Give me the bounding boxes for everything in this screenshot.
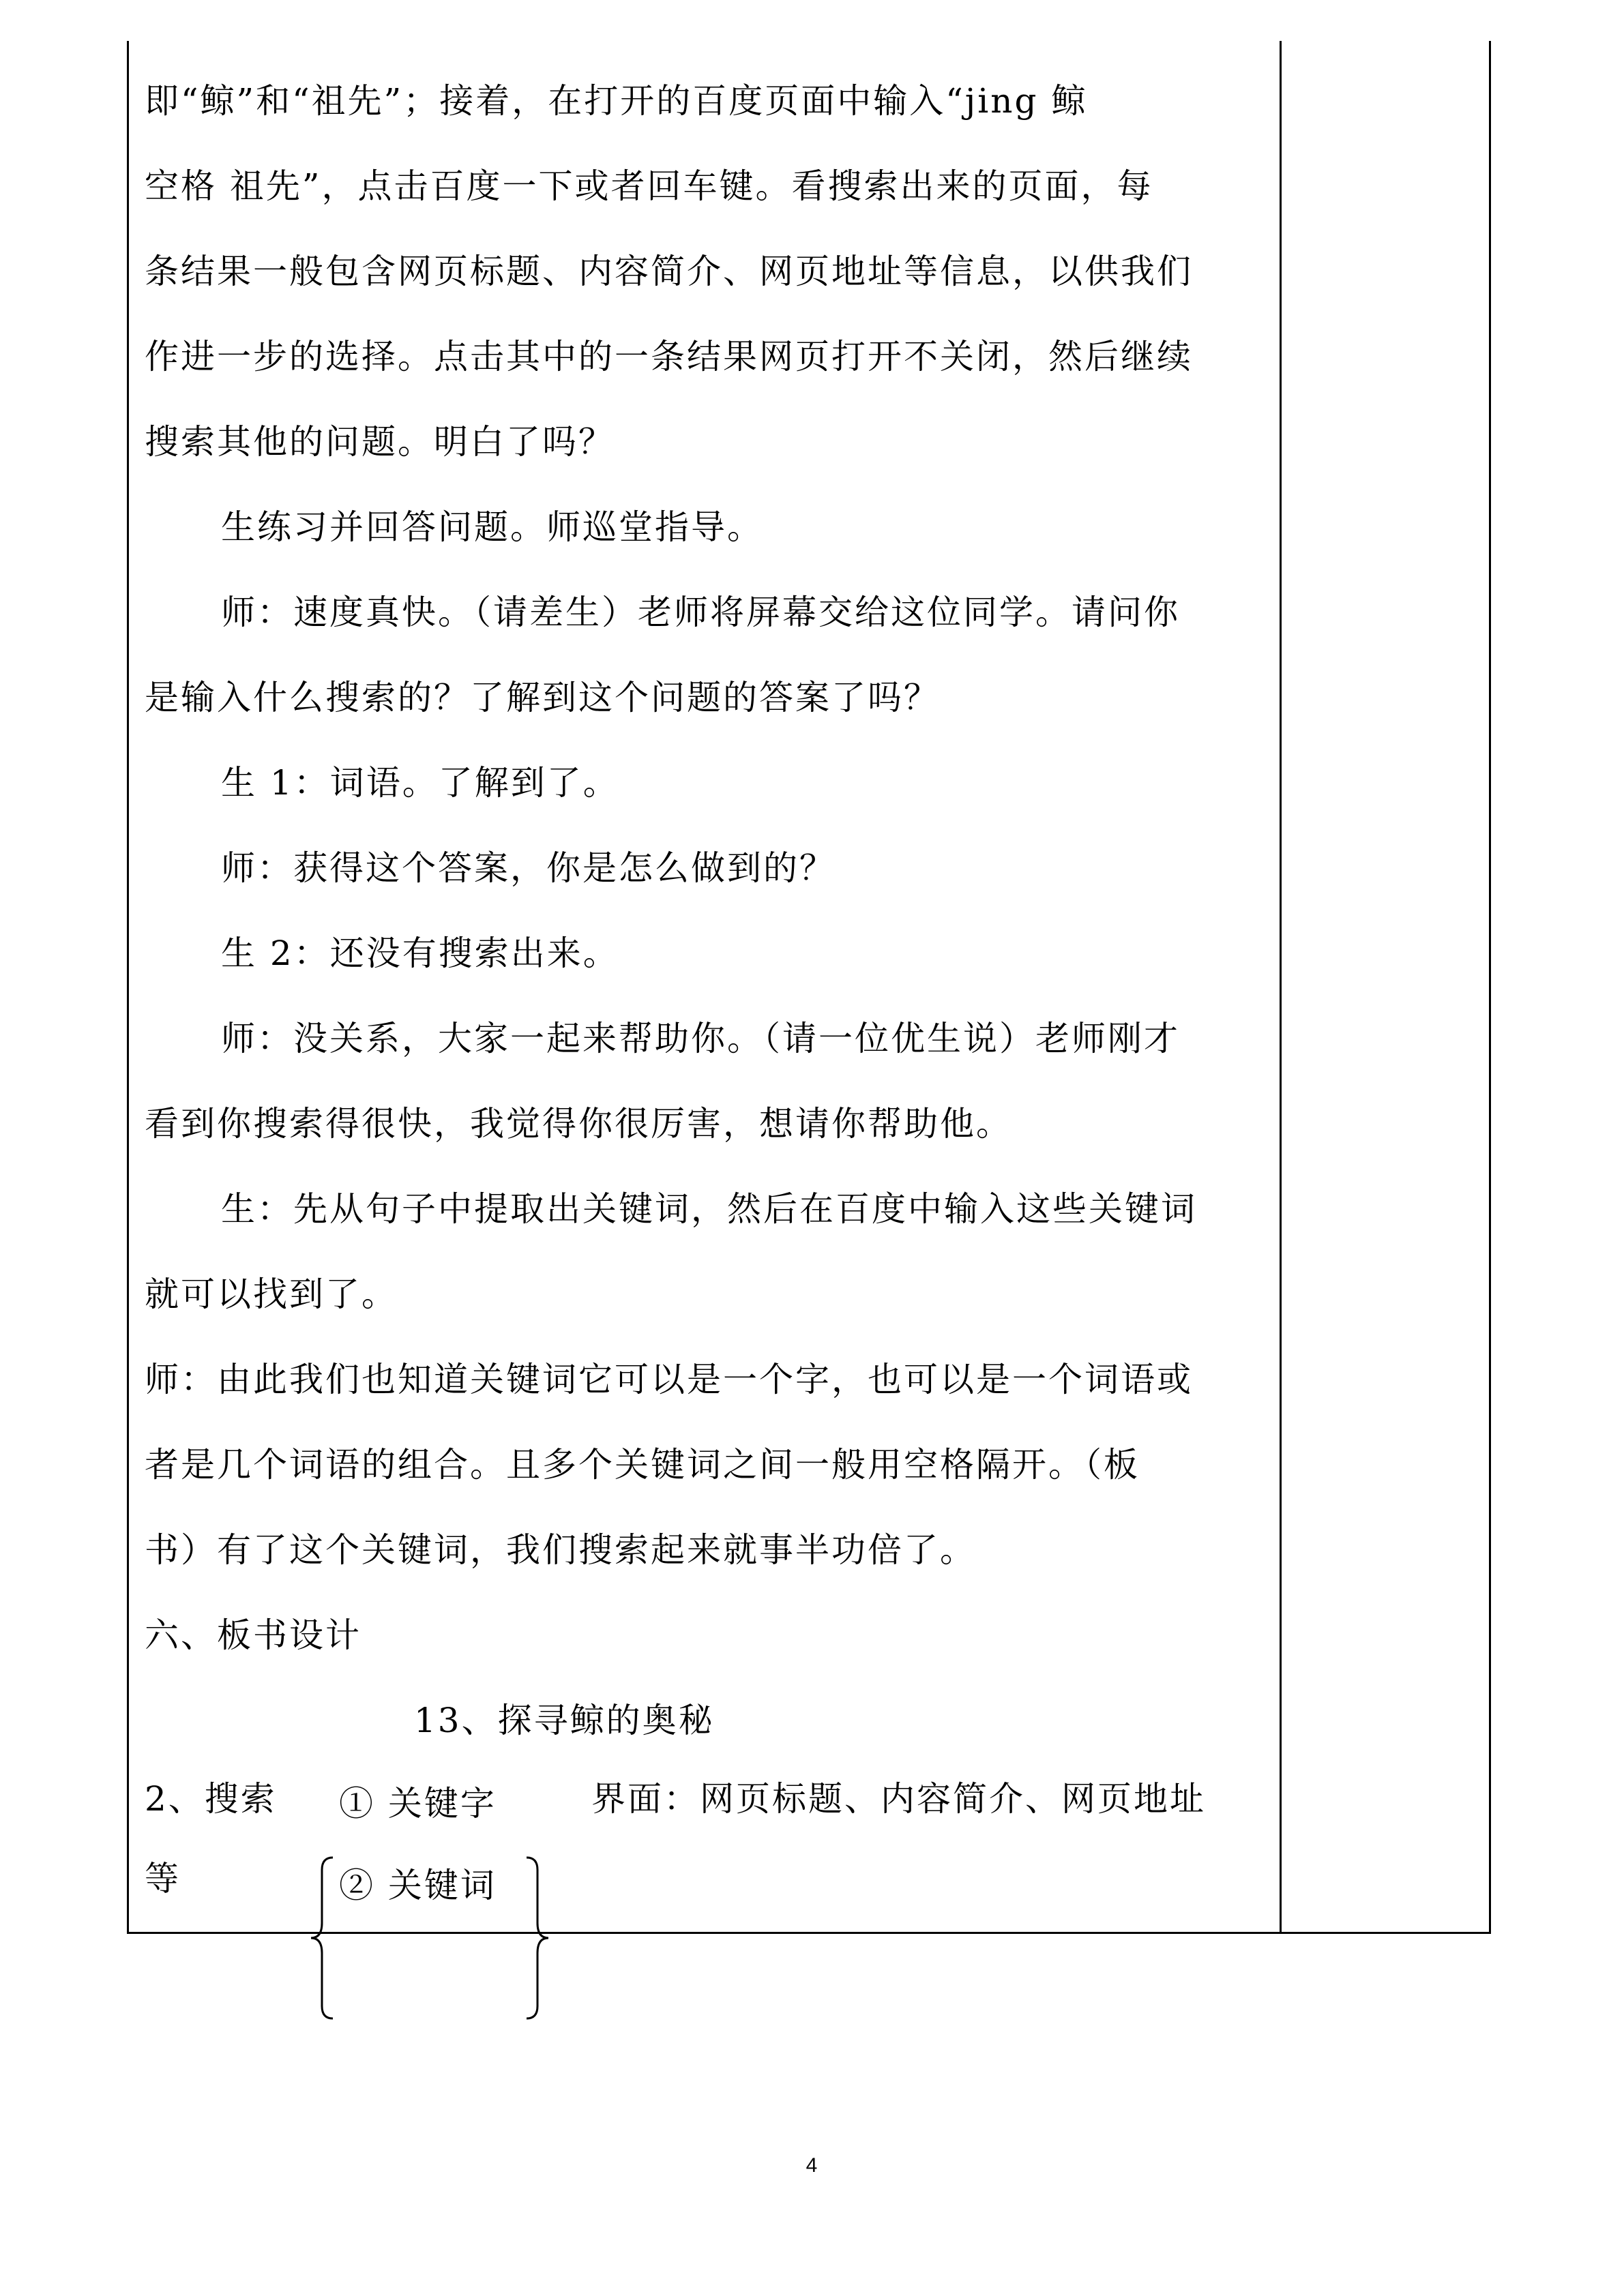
- board-interface-text: 界面：网页标题、内容简介、网页地址: [591, 1779, 1206, 1819]
- text-line: 生 1：词语。了解到了。: [221, 763, 619, 803]
- text-line: 看到你搜索得很快，我觉得你很厉害，想请你帮助他。: [145, 1104, 1012, 1144]
- board-item-keyword-char: ① 关键字: [339, 1784, 497, 1823]
- section-heading: 六、板书设计: [145, 1615, 361, 1655]
- board-title: 13、探寻鲸的奥秘: [414, 1701, 715, 1740]
- text-line: 书）有了这个关键词，我们搜索起来就事半功倍了。: [145, 1530, 976, 1570]
- text-line: 生：先从句子中提取出关键词，然后在百度中输入这些关键词: [221, 1189, 1197, 1229]
- text-line: 即“鲸”和“祖先”；接着，在打开的百度页面中输入“jing 鲸: [145, 81, 1088, 121]
- text-line: 者是几个词语的组合。且多个关键词之间一般用空格隔开。（板: [145, 1445, 1140, 1485]
- text-line: 空格 祖先”，点击百度一下或者回车键。看搜索出来的页面，每: [145, 166, 1153, 206]
- text-line: 生练习并回答问题。师巡堂指导。: [221, 507, 763, 547]
- text-line: 师：速度真快。（请差生）老师将屏幕交给这位同学。请问你: [221, 593, 1180, 632]
- page-number: 4: [806, 2154, 818, 2177]
- right-brace-icon: [524, 1773, 576, 2103]
- table-column-divider: [1280, 41, 1282, 1934]
- text-line: 师：获得这个答案，你是怎么做到的？: [221, 848, 836, 888]
- board-left-label: 2、搜索: [145, 1779, 277, 1819]
- text-line: 是输入什么搜索的？了解到这个问题的答案了吗？: [145, 678, 940, 717]
- text-line: 作进一步的选择。点击其中的一条结果网页打开不关闭，然后继续: [145, 337, 1193, 376]
- text-line: 生 2：还没有搜索出来。: [221, 934, 619, 973]
- board-left-label-cont: 等: [145, 1859, 181, 1898]
- board-item-keyword-word: ② 关键词: [339, 1866, 497, 1905]
- text-line: 就可以找到了。: [145, 1274, 398, 1314]
- text-line: 师：没关系，大家一起来帮助你。（请一位优生说）老师刚才: [221, 1019, 1180, 1058]
- text-line: 搜索其他的问题。明白了吗？: [145, 422, 615, 462]
- text-line: 师：由此我们也知道关键词它可以是一个字，也可以是一个词语或: [145, 1360, 1193, 1399]
- text-line: 条结果一般包含网页标题、内容简介、网页地址等信息，以供我们: [145, 252, 1193, 291]
